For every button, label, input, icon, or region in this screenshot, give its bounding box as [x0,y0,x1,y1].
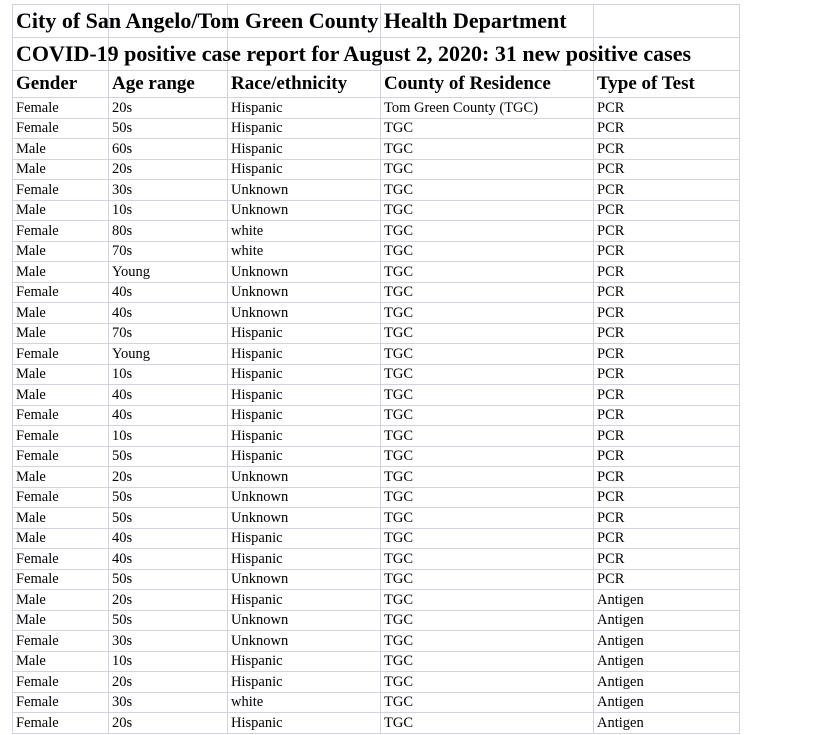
table-row [13,323,740,344]
cell-gender: Female [13,487,109,508]
cell-test-type: PCR [594,405,740,426]
cell-county: TGC [381,569,594,590]
empty-cell [228,5,381,38]
cell-race-ethnicity: Hispanic [228,323,381,344]
cell-county: TGC [381,139,594,160]
table-row [13,467,740,488]
table-row [13,344,740,365]
cell-race-ethnicity: Unknown [228,467,381,488]
cell-test-type: PCR [594,364,740,385]
cell-gender: Male [13,159,109,180]
cell-race-ethnicity: Hispanic [228,446,381,467]
cell-age-range: 40s [109,303,228,324]
cell-test-type: PCR [594,118,740,139]
cell-test-type: Antigen [594,631,740,652]
cell-test-type: PCR [594,446,740,467]
title-row-2 [13,38,740,71]
cell-county: TGC [381,200,594,221]
cell-gender: Male [13,467,109,488]
cell-gender: Male [13,528,109,549]
cell-race-ethnicity: Unknown [228,282,381,303]
table-row [13,692,740,713]
cell-test-type: PCR [594,569,740,590]
cell-gender: Female [13,426,109,447]
table-row [13,303,740,324]
cell-test-type: PCR [594,221,740,242]
cell-county: TGC [381,364,594,385]
cell-county: Tom Green County (TGC) [381,98,594,119]
cell-county: TGC [381,692,594,713]
cell-test-type: PCR [594,549,740,570]
cell-age-range: 20s [109,159,228,180]
table-row [13,713,740,734]
cell-age-range: 80s [109,221,228,242]
cell-county: TGC [381,344,594,365]
cell-county: TGC [381,549,594,570]
cell-age-range: 20s [109,98,228,119]
cell-race-ethnicity: Unknown [228,508,381,529]
cell-gender: Female [13,405,109,426]
cell-test-type: PCR [594,487,740,508]
cell-test-type: Antigen [594,692,740,713]
table-row [13,221,740,242]
cell-race-ethnicity: Hispanic [228,528,381,549]
cell-test-type: PCR [594,385,740,406]
cell-county: TGC [381,467,594,488]
cell-race-ethnicity: Unknown [228,200,381,221]
table-row [13,446,740,467]
cell-test-type: PCR [594,303,740,324]
cell-age-range: 20s [109,590,228,611]
table-row [13,610,740,631]
cell-race-ethnicity: white [228,241,381,262]
cell-age-range: 50s [109,487,228,508]
cell-gender: Male [13,303,109,324]
table-row [13,262,740,283]
cell-age-range: 40s [109,549,228,570]
cell-age-range: 50s [109,446,228,467]
cell-race-ethnicity: Hispanic [228,672,381,693]
cell-test-type: PCR [594,344,740,365]
cell-age-range: 20s [109,713,228,734]
table-row [13,405,740,426]
cell-age-range: 20s [109,672,228,693]
table-row [13,569,740,590]
cell-race-ethnicity: Hispanic [228,549,381,570]
cell-age-range: 10s [109,200,228,221]
cell-gender: Male [13,610,109,631]
cell-race-ethnicity: Hispanic [228,98,381,119]
empty-cell [594,5,740,38]
cell-gender: Female [13,221,109,242]
cell-test-type: PCR [594,200,740,221]
empty-cell [109,38,228,71]
cell-gender: Male [13,139,109,160]
cell-age-range: 30s [109,692,228,713]
cell-county: TGC [381,590,594,611]
cell-gender: Male [13,385,109,406]
cell-age-range: 70s [109,323,228,344]
cell-test-type: PCR [594,241,740,262]
cell-gender: Male [13,651,109,672]
cell-gender: Male [13,364,109,385]
cell-gender: Female [13,672,109,693]
cell-test-type: PCR [594,262,740,283]
cell-county: TGC [381,631,594,652]
table-row [13,200,740,221]
cell-gender: Female [13,282,109,303]
table-row [13,528,740,549]
cell-test-type: PCR [594,139,740,160]
cell-test-type: PCR [594,426,740,447]
cell-county: TGC [381,672,594,693]
cell-test-type: Antigen [594,713,740,734]
cell-race-ethnicity: Hispanic [228,118,381,139]
cell-test-type: Antigen [594,651,740,672]
table-row [13,590,740,611]
cell-race-ethnicity: Hispanic [228,385,381,406]
cell-county: TGC [381,713,594,734]
cell-test-type: Antigen [594,590,740,611]
cell-race-ethnicity: Unknown [228,487,381,508]
table-row [13,364,740,385]
cell-county: TGC [381,405,594,426]
cell-age-range: 50s [109,610,228,631]
subtitle-cell [13,38,692,71]
cell-gender: Male [13,241,109,262]
cell-test-type: PCR [594,159,740,180]
table-row [13,98,740,119]
cell-county: TGC [381,487,594,508]
cell-race-ethnicity: Unknown [228,180,381,201]
cell-county: TGC [381,385,594,406]
cell-gender: Female [13,549,109,570]
cell-age-range: 40s [109,405,228,426]
cell-county: TGC [381,610,594,631]
cell-age-range: 30s [109,631,228,652]
cell-race-ethnicity: Hispanic [228,713,381,734]
title-cell [13,5,567,38]
cell-test-type: PCR [594,180,740,201]
cell-gender: Female [13,118,109,139]
cell-county: TGC [381,159,594,180]
cell-age-range: 40s [109,385,228,406]
cell-race-ethnicity: Unknown [228,569,381,590]
cell-race-ethnicity: white [228,221,381,242]
cell-age-range: 20s [109,467,228,488]
cell-county: TGC [381,180,594,201]
cell-county: TGC [381,241,594,262]
cell-test-type: PCR [594,98,740,119]
empty-cell [381,38,594,71]
header-row [13,71,740,98]
cell-county: TGC [381,323,594,344]
cell-test-type: Antigen [594,672,740,693]
cell-race-ethnicity: Hispanic [228,590,381,611]
cell-test-type: PCR [594,508,740,529]
cell-county: TGC [381,118,594,139]
cell-gender: Female [13,344,109,365]
cell-gender: Male [13,590,109,611]
cell-age-range: 40s [109,282,228,303]
cell-test-type: PCR [594,323,740,344]
table-row [13,672,740,693]
cell-gender: Female [13,569,109,590]
cell-county: TGC [381,262,594,283]
table-row [13,118,740,139]
cell-age-range: 50s [109,508,228,529]
cell-race-ethnicity: Hispanic [228,651,381,672]
table-row [13,282,740,303]
cell-test-type: PCR [594,528,740,549]
table-row [13,508,740,529]
cell-gender: Female [13,713,109,734]
cell-test-type: PCR [594,282,740,303]
empty-cell [381,5,594,38]
cell-age-range: 10s [109,426,228,447]
header-test-type: Type of Test [594,71,740,98]
cell-gender: Female [13,631,109,652]
empty-cell [109,5,228,38]
table-row [13,651,740,672]
cell-gender: Female [13,692,109,713]
cell-county: TGC [381,282,594,303]
table-row [13,549,740,570]
cell-gender: Female [13,180,109,201]
cell-age-range: 60s [109,139,228,160]
cell-age-range: 10s [109,364,228,385]
cell-gender: Male [13,200,109,221]
cell-race-ethnicity: Unknown [228,610,381,631]
cell-gender: Female [13,98,109,119]
table-row [13,241,740,262]
table-row [13,631,740,652]
table-row [13,487,740,508]
cell-gender: Female [13,446,109,467]
cell-gender: Male [13,323,109,344]
cell-age-range: 50s [109,118,228,139]
title-row-1 [13,5,740,38]
cell-age-range: Young [109,344,228,365]
report-subtitle: COVID-19 positive case report for August 2, 2020: 31 new positive cases [16,41,692,66]
header-age-range: Age range [109,71,228,98]
table-row [13,426,740,447]
table-row [13,159,740,180]
cell-age-range: 10s [109,651,228,672]
header-race-ethnicity: Race/ethnicity [228,71,381,98]
table-row [13,139,740,160]
cell-race-ethnicity: Hispanic [228,426,381,447]
cell-county: TGC [381,651,594,672]
cell-race-ethnicity: Hispanic [228,364,381,385]
report-title: City of San Angelo/Tom Green County Health Department [16,8,567,33]
cell-age-range: 30s [109,180,228,201]
cell-race-ethnicity: Hispanic [228,344,381,365]
cell-gender: Male [13,262,109,283]
cell-age-range: 40s [109,528,228,549]
table-row [13,180,740,201]
empty-cell [594,38,740,71]
cell-test-type: Antigen [594,610,740,631]
case-report-body [13,5,740,734]
header-county: County of Residence [381,71,594,98]
cell-race-ethnicity: Hispanic [228,159,381,180]
cell-age-range: 50s [109,569,228,590]
cell-county: TGC [381,508,594,529]
cell-age-range: 70s [109,241,228,262]
case-report-table [12,4,740,734]
cell-age-range: Young [109,262,228,283]
cell-county: TGC [381,528,594,549]
cell-race-ethnicity: white [228,692,381,713]
cell-race-ethnicity: Unknown [228,631,381,652]
cell-gender: Male [13,508,109,529]
cell-county: TGC [381,221,594,242]
table-row [13,385,740,406]
cell-county: TGC [381,446,594,467]
cell-race-ethnicity: Hispanic [228,139,381,160]
cell-test-type: PCR [594,467,740,488]
header-gender: Gender [13,71,109,98]
cell-county: TGC [381,426,594,447]
cell-race-ethnicity: Unknown [228,303,381,324]
cell-race-ethnicity: Hispanic [228,405,381,426]
cell-race-ethnicity: Unknown [228,262,381,283]
empty-cell [228,38,381,71]
cell-county: TGC [381,303,594,324]
